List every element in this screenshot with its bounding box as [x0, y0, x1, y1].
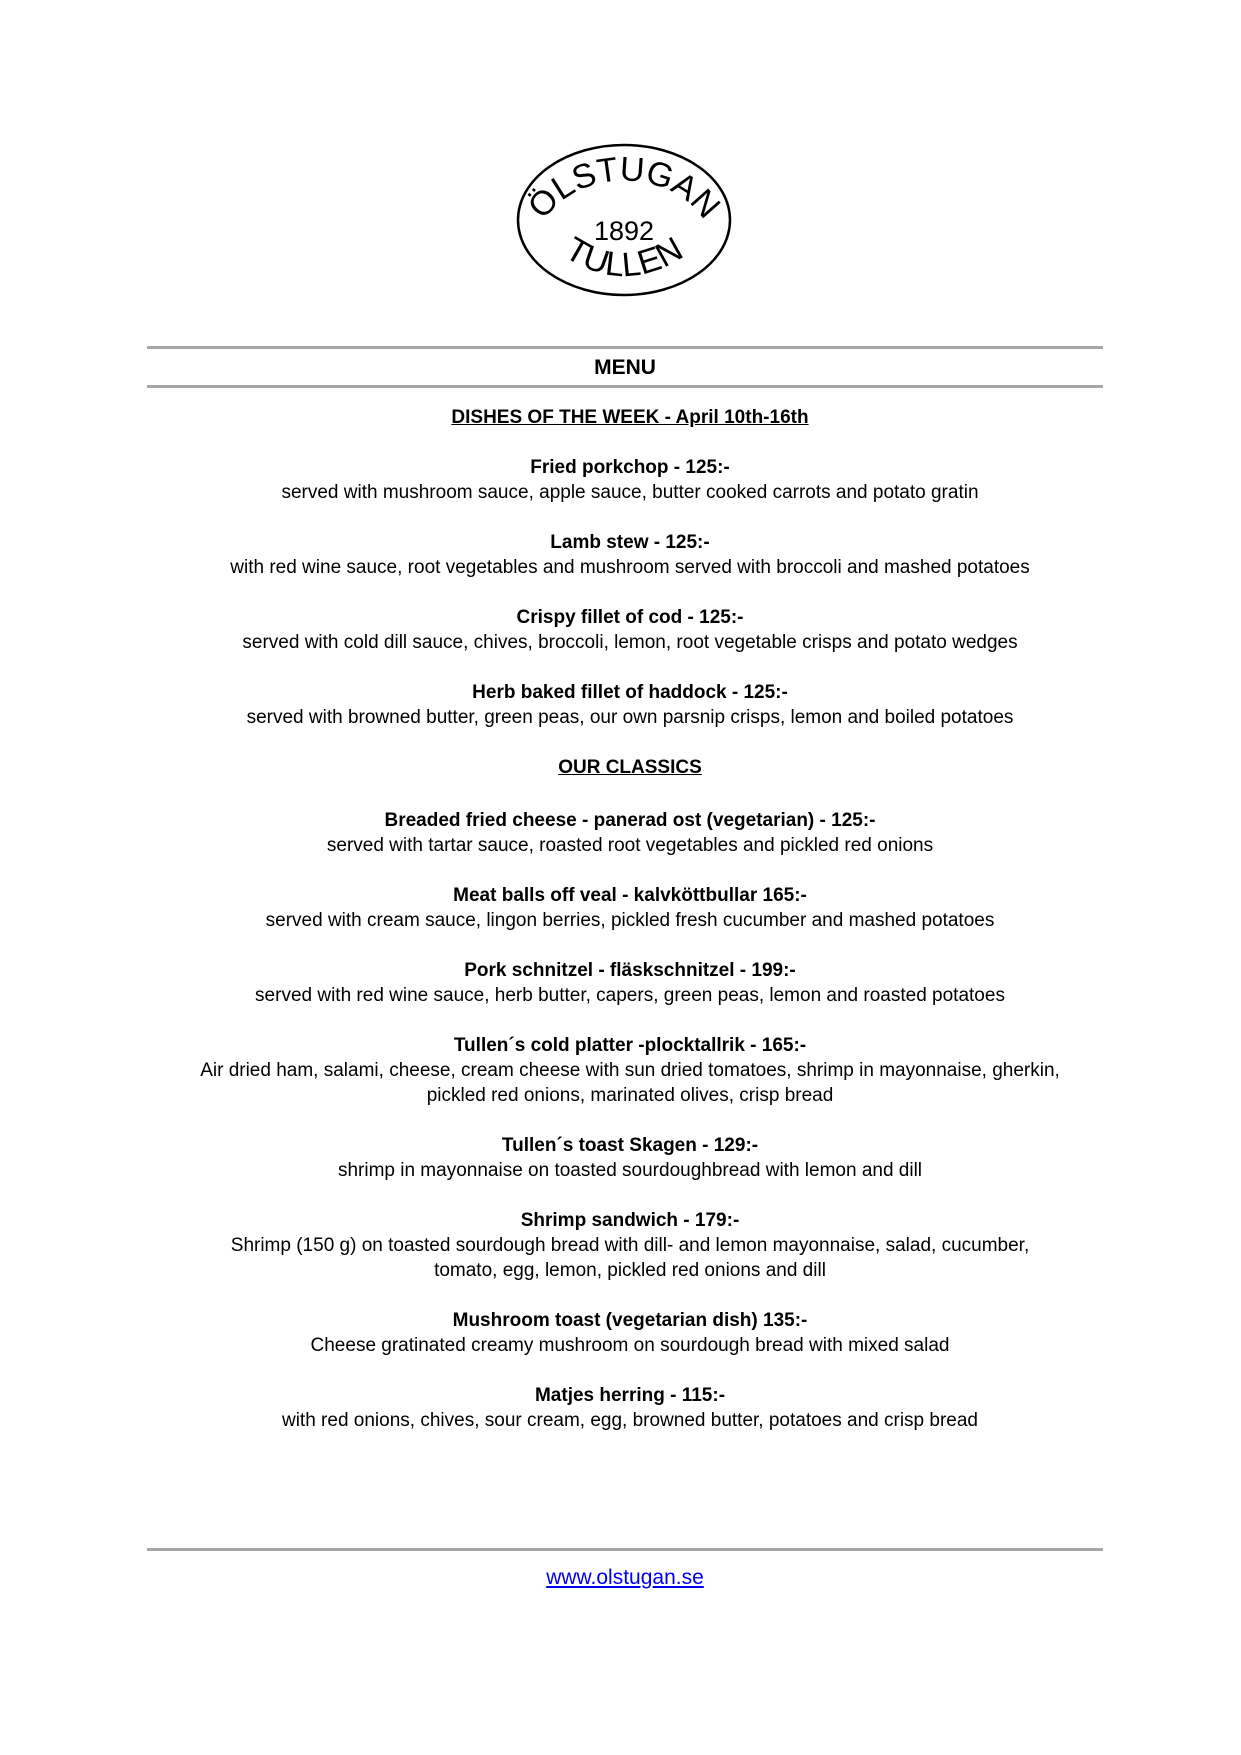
- weekly-heading: DISHES OF THE WEEK - April 10th-16th: [451, 407, 809, 428]
- bottom-divider: [147, 1548, 1103, 1551]
- dish-name: Meat balls off veal - kalvköttbullar 165:-: [453, 885, 807, 906]
- dish-name: Shrimp sandwich - 179:-: [520, 1210, 740, 1231]
- weekly-dish: [200, 605, 1060, 655]
- dish-description: Air dried ham, salami, cheese, cream cheese with sun dried tomatoes, shrimp in mayonnaise, gherkin, pickled red onions, marinated olives, crisp bread: [200, 1060, 1060, 1106]
- dish-name: Pork schnitzel - fläskschnitzel - 199:-: [464, 960, 796, 981]
- dish-description: served with cold dill sauce, chives, broccoli, lemon, root vegetable crisps and potato wedges: [242, 632, 1018, 653]
- logo-year: 1892: [593, 216, 655, 246]
- restaurant-logo: [512, 140, 736, 300]
- website-link[interactable]: www.olstugan.se: [546, 1566, 704, 1589]
- logo-emblem: [512, 140, 736, 300]
- classic-dish: [200, 1133, 1060, 1183]
- dish-description: served with cream sauce, lingon berries, pickled fresh cucumber and mashed potatoes: [265, 910, 995, 931]
- classics-heading: OUR CLASSICS: [558, 757, 702, 778]
- top-divider: [147, 346, 1103, 349]
- dish-name: Breaded fried cheese - panerad ost (vegetarian) - 125:-: [384, 810, 876, 831]
- dish-name: Mushroom toast (vegetarian dish) 135:-: [452, 1310, 808, 1331]
- dish-name: Crispy fillet of cod - 125:-: [516, 607, 744, 628]
- menu-content: [200, 405, 1060, 1433]
- weekly-dish: [200, 455, 1060, 505]
- dish-name: Fried porkchop - 125:-: [530, 457, 730, 478]
- dish-name: Tullen´s toast Skagen - 129:-: [501, 1135, 759, 1156]
- classic-dish: [200, 1383, 1060, 1433]
- dish-description: with red wine sauce, root vegetables and mushroom served with broccoli and mashed potatoes: [230, 557, 1030, 578]
- dish-description: with red onions, chives, sour cream, egg, browned butter, potatoes and crisp bread: [281, 1410, 978, 1431]
- classic-dish: [200, 883, 1060, 933]
- dish-name: Tullen´s cold platter -plocktallrik - 165:-: [453, 1035, 807, 1056]
- classic-dish: [200, 808, 1060, 858]
- dish-name: Lamb stew - 125:-: [550, 532, 710, 553]
- dish-name: Herb baked fillet of haddock - 125:-: [472, 682, 788, 703]
- menu-title: MENU: [594, 356, 656, 379]
- classic-dish: [200, 1033, 1060, 1108]
- title-divider: [147, 385, 1103, 388]
- dish-description: served with mushroom sauce, apple sauce, butter cooked carrots and potato gratin: [281, 482, 979, 503]
- dish-description: served with browned butter, green peas, our own parsnip crisps, lemon and boiled potatoes: [246, 707, 1014, 728]
- dish-description: served with tartar sauce, roasted root vegetables and pickled red onions: [326, 835, 934, 856]
- logo-name-top: ÖLSTUGAN: [520, 150, 728, 226]
- dish-description: served with red wine sauce, herb butter, capers, green peas, lemon and roasted potatoes: [255, 985, 1005, 1006]
- classic-dish: [200, 958, 1060, 1008]
- logo-name-bottom: TULLEN: [558, 229, 690, 285]
- classic-dish: [200, 1308, 1060, 1358]
- dish-description: Shrimp (150 g) on toasted sourdough bread with dill- and lemon mayonnaise, salad, cucumber, tomato, egg, lemon, pickled red onions and dill: [230, 1235, 1030, 1281]
- weekly-dish: [200, 680, 1060, 730]
- weekly-dish: [200, 530, 1060, 580]
- dish-description: shrimp in mayonnaise on toasted sourdoughbread with lemon and dill: [337, 1160, 923, 1181]
- dish-description: Cheese gratinated creamy mushroom on sourdough bread with mixed salad: [310, 1335, 950, 1356]
- classic-dish: [200, 1208, 1060, 1283]
- dish-name: Matjes herring - 115:-: [534, 1385, 726, 1406]
